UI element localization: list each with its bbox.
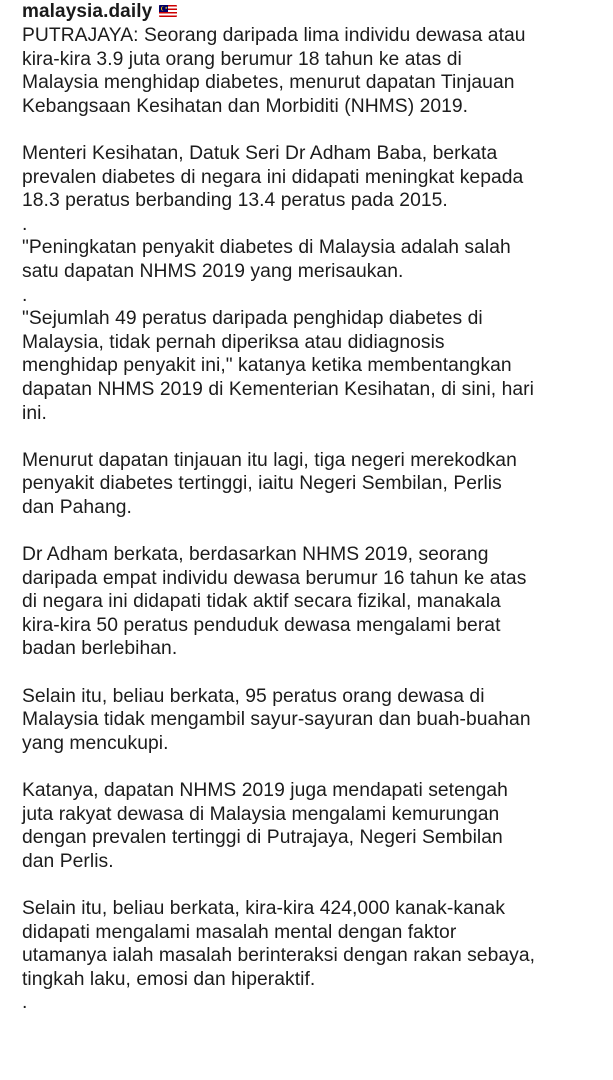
- separator-dot: .: [22, 213, 28, 235]
- paragraph-4: "Sejumlah 49 peratus daripada penghidap diabetes di Malaysia, tidak pernah diperiksa atau didiagnosis menghidap penyakit ini," katanya ketika membentangkan dapatan NHMS 2019 di Kementerian Kesihatan, di sini, hari ini.: [22, 308, 534, 424]
- caption-text: [22, 24, 602, 1015]
- paragraph-7: Selain itu, beliau berkata, 95 peratus orang dewasa di Malaysia tidak mengambil sayur-sayuran dan buah-buahan yang mencukupi.: [22, 685, 531, 754]
- separator-dot: .: [22, 284, 28, 306]
- paragraph-2: Menteri Kesihatan, Datuk Seri Dr Adham Baba, berkata prevalen diabetes di negara ini didapati meningkat kepada 18.3 peratus berbanding 13.4 peratus pada 2015.: [22, 142, 524, 212]
- instagram-post: [22, 0, 602, 1015]
- paragraph-9: Selain itu, beliau berkata, kira-kira 424,000 kanak-kanak didapati mengalami masalah mental dengan faktor utamanya ialah masalah berinteraksi dengan rakan sebaya, tingkah laku, emosi dan hiperaktif.: [22, 897, 535, 990]
- paragraph-1: PUTRAJAYA: Seorang daripada lima individu dewasa atau kira-kira 3.9 juta orang berumur 18 tahun ke atas di Malaysia menghidap diabetes, menurut dapatan Tinjauan Kebangsaan Kesihatan dan Morbiditi (NHMS) 2019.: [22, 25, 526, 117]
- paragraph-5: Menurut dapatan tinjauan itu lagi, tiga negeri merekodkan penyakit diabetes tertinggi, iaitu Negeri Sembilan, Perlis dan Pahang.: [22, 449, 517, 518]
- separator-dot: .: [22, 992, 28, 1014]
- username[interactable]: malaysia.daily: [22, 1, 153, 22]
- paragraph-3: "Peningkatan penyakit diabetes di Malaysia adalah salah satu dapatan NHMS 2019 yang merisaukan.: [22, 237, 511, 282]
- paragraph-8: Katanya, dapatan NHMS 2019 juga mendapati setengah juta rakyat dewasa di Malaysia mengalami kemurungan dengan prevalen tertinggi di Putrajaya, Negeri Sembilan dan Perlis.: [22, 780, 508, 872]
- post-header: [22, 0, 602, 24]
- paragraph-6: Dr Adham berkata, berdasarkan NHMS 2019, seorang daripada empat individu dewasa berumur 16 tahun ke atas di negara ini didapati tidak aktif secara fizikal, manakala kira-kira 50 peratus penduduk dewasa mengalami berat badan berlebihan.: [22, 544, 527, 660]
- malaysia-flag-icon: [159, 5, 177, 17]
